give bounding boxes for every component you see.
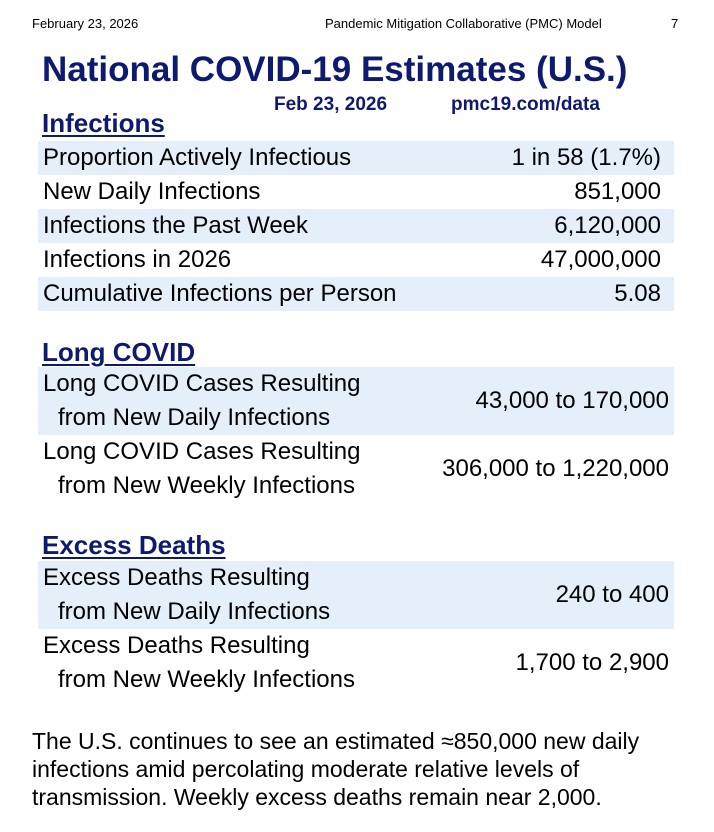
row-value: 1,700 to 2,900 (515, 649, 669, 676)
row-value: 5.08 (614, 280, 661, 307)
header-page-number: 7 (671, 16, 679, 31)
row-label (43, 561, 330, 629)
row-label-line2: from New Daily Infections (58, 404, 331, 431)
table-row (38, 209, 674, 243)
row-value: 1 in 58 (1.7%) (511, 144, 661, 171)
row-label (43, 629, 355, 697)
row-value: 47,000,000 (540, 246, 661, 273)
row-value: 6,120,000 (554, 212, 661, 239)
row-label: New Daily Infections (43, 178, 261, 205)
header-date: February 23, 2026 (32, 16, 139, 31)
long-covid-table (38, 367, 674, 503)
summary-paragraph: The U.S. continues to see an estimated ≈850,000 new daily infections amid percolating moderate relative levels of transmission. Weekly excess deaths remain near 2,000. (32, 728, 640, 810)
row-label (43, 435, 360, 503)
row-label: Cumulative Infections per Person (43, 280, 397, 307)
table-row (38, 141, 674, 175)
table-row (38, 435, 674, 503)
row-label-line1: Excess Deaths Resulting (43, 564, 310, 591)
table-row (38, 243, 674, 277)
subtitle-date: Feb 23, 2026 (274, 94, 388, 115)
section-heading-excess-deaths: Excess Deaths (42, 530, 226, 560)
excess-deaths-table (38, 561, 674, 697)
section-heading-long-covid: Long COVID (42, 337, 196, 367)
row-label-line2: from New Weekly Infections (58, 472, 355, 499)
table-row (38, 367, 674, 435)
row-label: Infections in 2026 (43, 246, 232, 273)
row-label-line2: from New Daily Infections (58, 598, 331, 625)
row-label-line2: from New Weekly Infections (58, 666, 355, 693)
table-row (38, 277, 674, 311)
row-value: 851,000 (574, 178, 661, 205)
row-value: 43,000 to 170,000 (475, 387, 669, 414)
row-label-line1: Long COVID Cases Resulting (43, 370, 361, 397)
header-model-name: Pandemic Mitigation Collaborative (PMC) Model (325, 16, 602, 31)
section-heading-infections: Infections (42, 108, 165, 138)
infections-table (38, 141, 674, 311)
table-row (38, 561, 674, 629)
row-label-line1: Excess Deaths Resulting (43, 632, 310, 659)
row-label-line1: Long COVID Cases Resulting (43, 438, 361, 465)
row-value: 306,000 to 1,220,000 (442, 455, 669, 482)
row-label: Proportion Actively Infectious (43, 144, 352, 171)
table-row (38, 175, 674, 209)
table-row (38, 629, 674, 697)
row-label (43, 367, 360, 435)
page-title: National COVID-19 Estimates (U.S.) (42, 50, 628, 89)
subtitle-url: pmc19.com/data (451, 94, 600, 115)
row-label: Infections the Past Week (43, 212, 309, 239)
row-value: 240 to 400 (555, 581, 669, 608)
